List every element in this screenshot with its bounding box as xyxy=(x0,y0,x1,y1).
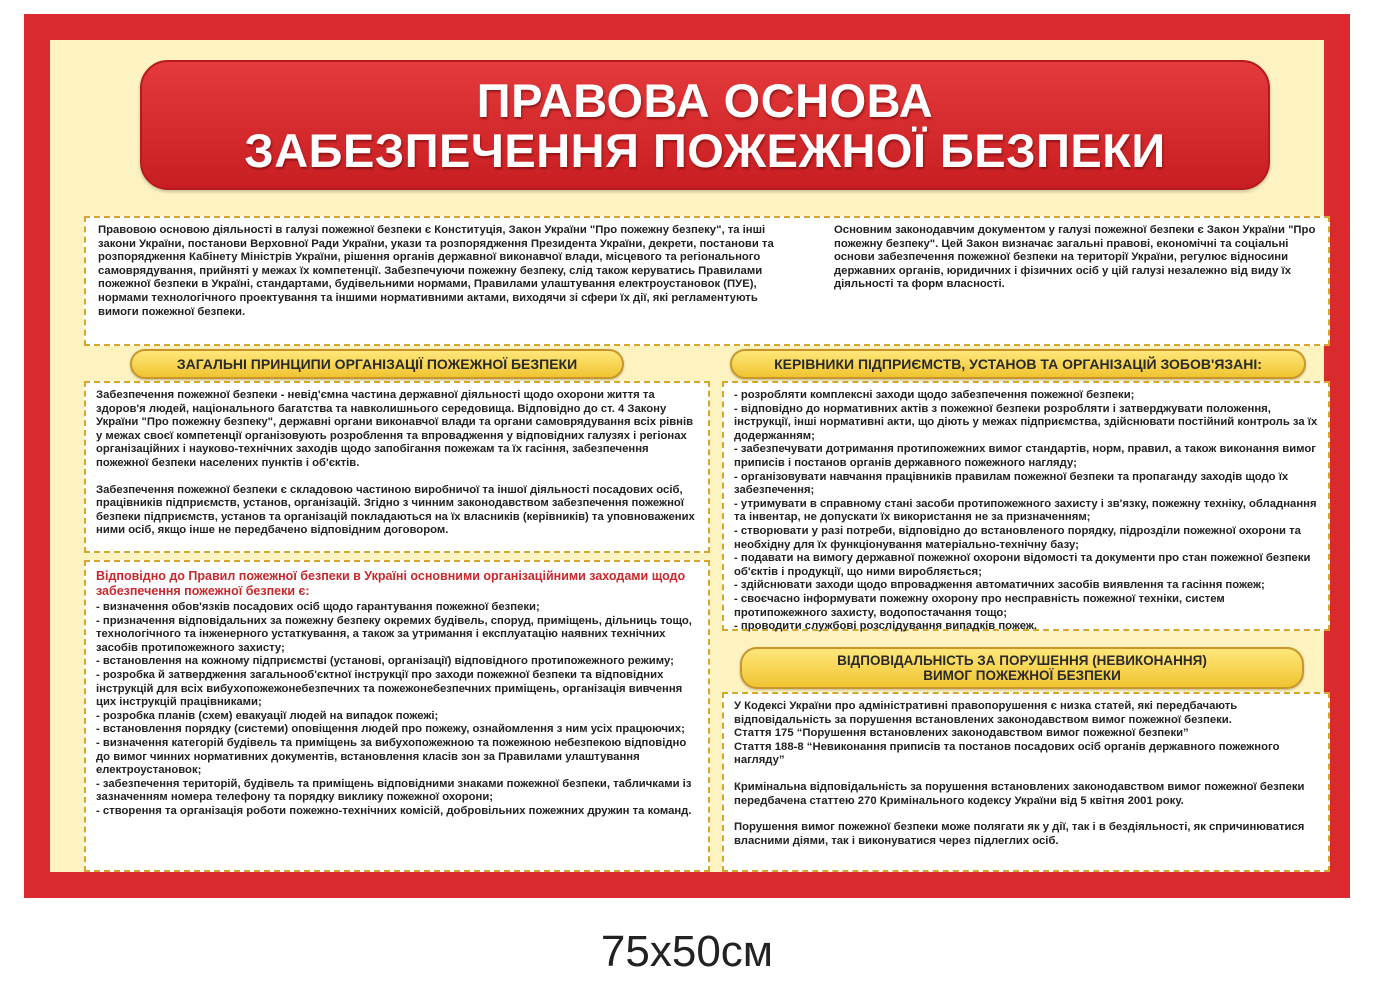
measures-item: - створення та організація роботи пожежно-технічних комісій, добровільних пожежних дружин та команд. xyxy=(96,804,692,817)
liability-heading-line-1: ВІДПОВІДАЛЬНІСТЬ ЗА ПОРУШЕННЯ (НЕВИКОНАННЯ) xyxy=(837,653,1207,668)
managers-item: - організовувати навчання працівників правилам пожежної безпеки та пропаганду заходів щодо їх забезпечення; xyxy=(734,470,1289,497)
managers-item: - створювати у разі потреби, відповідно до встановленого порядку, підрозділи пожежної охорони та необхідну для їх функціонування матеріально-технічну базу; xyxy=(734,524,1301,551)
measures-item: - розробка й затвердження загальнооб'єктної інструкції про заходи пожежної безпеки та відповідних інструкцій для всіх вибухопожежонебезпечних та пожежонебезпечних приміщень, організація вивчення цих інструкцій працівниками; xyxy=(96,668,683,709)
managers-item: - відповідно до нормативних актів з пожежної безпеки розробляти і затверджувати положення, інструкції, інші нормативні акти, що діють у межах підприємства, здійснювати постійний контроль за їх додержанням; xyxy=(734,402,1318,442)
liability-article-175: Стаття 175 “Порушення встановлених законодавством вимог пожежної безпеки” xyxy=(734,727,1189,740)
managers-item: - забезпечувати дотримання протипожежних вимог стандартів, норм, правил, а також виконання вимог приписів і постанов органів державного пожежного нагляду; xyxy=(734,443,1316,469)
title-line-1: ПРАВОВА ОСНОВА xyxy=(476,74,934,127)
managers-heading xyxy=(730,349,1306,379)
managers-item: - своєчасно інформувати пожежну охорону про несправність пожежної техніки, систем протипожежного захисту, водопостачання тощо; xyxy=(734,592,1225,619)
principles-para-2: Забезпечення пожежної безпеки є складовою частиною виробничої та іншої діяльності посадових осіб, працівників підприємств, установ, організацій. Згідно з чинним законодавством забезпечення пожежної безпеки підприємств, установ та організацій покладаються на їх власників (керівників) та уповноважених ними осіб, якщо інше не передбачено відповідним договором. xyxy=(96,483,695,537)
managers-item: - здійснювати заходи щодо впровадження автоматичних засобів виявлення та гасіння пожеж; xyxy=(734,579,1265,592)
measures-item: - забезпечення територій, будівель та приміщень відповідними знаками пожежної безпеки, табличками із зазначенням номера телефону та порядку виклику пожежної охорони; xyxy=(96,777,692,804)
liability-article-188-8: Стаття 188-8 “Невиконання приписів та постанов посадових осіб органів державного пожежного нагляду” xyxy=(734,740,1280,767)
managers-heading-text: КЕРІВНИКИ ПІДПРИЄМСТВ, УСТАНОВ ТА ОРГАНІЗАЦІЙ ЗОБОВ'ЯЗАНІ: xyxy=(774,356,1262,372)
title-banner xyxy=(140,60,1270,190)
measures-item: - визначення обов'язків посадових осіб щодо гарантування пожежної безпеки; xyxy=(96,601,540,613)
managers-item: - розробляти комплексні заходи щодо забезпечення пожежної безпеки; xyxy=(734,389,1135,401)
liability-para-2: Кримінальна відповідальність за порушення встановлених законодавством вимог пожежної безпеки передбачена статтею 270 Кримінального кодексу України від 5 квітня 2001 року. xyxy=(734,780,1305,807)
liability-para-1: У Кодексі України про адміністративні правопорушення є низка статей, які передбачають відповідальність за порушення встановлених законодавством вимог пожежної безпеки. xyxy=(734,700,1238,726)
intro-left-text: Правовою основою діяльності в галузі пожежної безпеки є Конституція, Закон України "Про пожежну безпеку", та інші закони України, постанови Верховної Ради України, укази та розпорядження Президента України, декрети, постанови та розпорядження Кабінету Міністрів України, рішення органів державної виконавчої влади, місцевого та регіонального самоврядування, прийняті у межах їх компетенції. Забезпечуючи пожежну безпеку, слід також керуватись Правилами пожежної безпеки в Україні, стандартами, будівельними нормами, Правилами улаштування електроустановок (ПУЕ), нормами технологічного проектування та іншими нормативними актами, виходячи зі сфери їх дії, які регламентують вимоги пожежної безпеки. xyxy=(98,224,774,318)
measures-box xyxy=(84,560,710,872)
measures-item: - визначення категорій будівель та приміщень за вибухопожежною та пожежною небезпекою відповідно до вимог чинних нормативних документів, встановлення класів зон за Правилами улаштування електроустановок; xyxy=(96,736,687,777)
measures-list xyxy=(96,601,698,819)
measures-item: - призначення відповідальних за пожежну безпеку окремих будівель, споруд, приміщень, дільниць тощо, технологічного та інженерного устаткування, а також за утримання і експлуатацію наявних технічних засобів протипожежного захисту; xyxy=(96,614,692,654)
principles-heading-text: ЗАГАЛЬНІ ПРИНЦИПИ ОРГАНІЗАЦІЇ ПОЖЕЖНОЇ БЕЗПЕКИ xyxy=(176,356,578,372)
measures-item: - встановлення на кожному підприємстві (установі, організації) відповідного протипожежного режиму; xyxy=(96,655,674,668)
principles-heading xyxy=(130,349,624,379)
managers-item: - подавати на вимогу державної пожежної охорони відомості та документи про стан пожежної безпеки об'єктів і продукції, що ними виробляється; xyxy=(734,552,1311,578)
liability-heading xyxy=(740,647,1304,689)
liability-box xyxy=(722,692,1330,872)
measures-lead: Відповідно до Правил пожежної безпеки в Україні основними організаційними заходами щодо забезпечення пожежної безпеки є: xyxy=(96,569,686,598)
liability-heading-line-2: ВИМОГ ПОЖЕЖНОЇ БЕЗПЕКИ xyxy=(923,668,1121,683)
title-line-2: ЗАБЕЗПЕЧЕННЯ ПОЖЕЖНОЇ БЕЗПЕКИ xyxy=(244,124,1166,177)
managers-item: - проводити службові розслідування випадків пожеж. xyxy=(734,620,1038,633)
measures-item: - встановлення порядку (системи) оповіщення людей про пожежу, ознайомлення з ним усіх працюючих; xyxy=(96,723,685,736)
principles-box xyxy=(84,381,710,553)
measures-item: - розробка планів (схем) евакуації людей на випадок пожежі; xyxy=(96,709,439,722)
managers-box xyxy=(722,381,1330,631)
intro-box xyxy=(84,216,1330,346)
managers-item: - утримувати в справному стані засоби протипожежного захисту і зв'язку, пожежну техніку, обладнання та інвентар, не допускати їх використання не за призначенням; xyxy=(734,497,1317,524)
principles-para-1: Забезпечення пожежної безпеки - невід'ємна частина державної діяльності щодо охорони життя та здоров'я людей, національного багатства та навколишнього середовища. Відповідно до ст. 4 Закону України "Про пожежну безпеку", державні органи виконавчої влади та органи самоврядування всіх рівнів у межах своєї компетенції організовують розроблення та впровадження у відповідних галузях і регіонах організаційних і науково-технічних заходів щодо запобігання пожежам та їх гасіння, забезпечення пожежної безпеки населених пунктів і об'єктів. xyxy=(96,389,694,469)
size-label: 75х50см xyxy=(600,927,774,976)
poster-inner-panel xyxy=(50,40,1324,872)
intro-right-text: Основним законодавчим документом у галузі пожежної безпеки є Закон України "Про пожежну безпеку". Цей Закон визначає загальні правові, економічні та соціальні основи забезпечення пожежної безпеки на території України, регулює відносини державних органів, юридичних і фізичних осіб у цій галузі незалежно від виду їх діяльності та форм власності. xyxy=(834,224,1316,291)
liability-para-3: Порушення вимог пожежної безпеки може полягати як у дії, так і в бездіяльності, як спричинюватися власними діями, так і виконуватися через підлеглих осіб. xyxy=(734,821,1305,847)
poster-board xyxy=(24,14,1350,898)
managers-list xyxy=(734,389,1318,634)
